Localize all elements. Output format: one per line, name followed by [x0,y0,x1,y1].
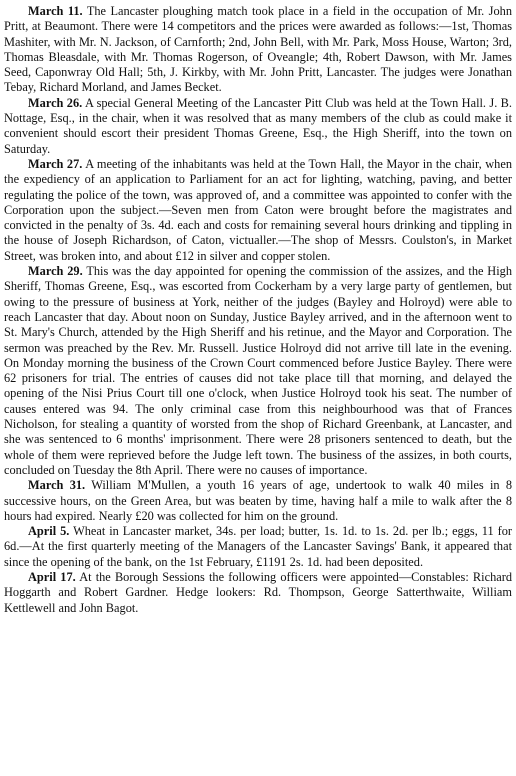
entry-text: This was the day appointed for opening the commission of the assizes, and the High Sheriff, Thomas Greene, Esq., was escorted from Cockerham by a very large party of gentlemen, but owing to the pressure of business at York, neither of the judges (Bayley and Holroyd) were able to reach Lancaster that day. About noon on Sunday, Justice Bayley arrived, and in the afternoon went to St. Mary's Church, attended by the High Sheriff and his retinue, and the Mayor and Corporation. The sermon was preached by the Rev. Mr. Russell. Justice Holroyd did not arrive till late in the evening. On Monday morning the business of the Crown Court commenced before Justice Bayley. There were 62 prisoners for trial. The entries of causes did not take place till that morning, and delayed the opening of the Nisi Prius Court till one o'clock, when Justice Holroyd took his seat. The number of causes entered was 94. The only criminal case from this neighbourhood was that of Frances Nicholson, for stealing a quantity of worsted from the shop of Richard Greenbank, at Lancaster, and she was sentenced to 6 months' imprisonment. There were 28 prisoners sentenced to death, but the whole of them were reprieved before the Judge left town. The business of the assizes, in both courts, concluded on Tuesday the 8th April. There were no causes of importance. [4,264,512,477]
entry-march-29 [4,264,512,478]
entry-april-17 [4,570,512,616]
entry-date: March 31. [28,478,86,493]
entry-text: A special General Meeting of the Lancaster Pitt Club was held at the Town Hall. J. B. Nottage, Esq., in the chair, when it was resolved that as many members of the club as could make it convenient should escort their president Thomas Greene, Esq., the High Sheriff, into the town on Saturday. [4,95,512,156]
entry-date: March 11. [28,4,83,18]
entry-april-5 [4,524,512,570]
entry-date: March 26. [28,95,83,110]
entry-date: April 5. [28,524,70,539]
entry-text: Wheat in Lancaster market, 34s. per load; butter, 1s. 1d. to 1s. 2d. per lb.; eggs, 11 for 6d.—At the first quarterly meeting of the Managers of the Lancaster Savings' Bank, it appeared that since the opening of the bank, on the 1st February, £1191 2s. 1d. had been deposited. [4,524,512,569]
entry-march-31 [4,478,512,524]
entry-march-26 [4,96,512,157]
entry-date: March 27. [28,156,83,171]
entry-date: March 29. [28,264,83,279]
entry-text: The Lancaster ploughing match took place in a field in the occupation of Mr. John Pritt, at Beaumont. There were 14 competitors and the prices were awarded as follows:—1st, Thomas Mashiter, with Mr. N. Jackson, of Carnforth; 2nd, John Bell, with Mr. Park, Moss House, Warton; 3rd, Thomas Bleasdale, with Mr. Thomas Rogerson, of Oveangle; 4th, Robert Dawson, with Mr. James Seed, Caponwray Old Hall; 5th, J. Kirkby, with Mr. John Pritt, Lancaster. The judges were Jonathan Tebay, Richard Morland, and James Becket. [4,4,512,95]
entry-march-27 [4,157,512,264]
entry-date: April 17. [28,569,76,584]
entry-text: A meeting of the inhabitants was held at the Town Hall, the Mayor in the chair, when the expediency of an application to Parliament for an act for lighting, watching, paving, and better regulating the police of the town, was approved of, and a committee was appointed to confer with the Corporation upon the subject.—Seven men from Caton were brought before the magistrates and convicted in the penalty of 3s. 4d. each and costs for remaining several hours drinking and tippling in the house of Joseph Richardson, of Caton, victualler.—The shop of Messrs. Coulston's, in Market Street, was broken into, and about £12 in silver and copper stolen. [4,156,512,263]
entry-text: William M'Mullen, a youth 16 years of age, undertook to walk 40 miles in 8 successive hours, on the Green Area, but was beaten by time, having half a mile to walk after the 8 hours had expired. Nearly £20 was collected for him on the ground. [4,478,512,523]
entry-text: At the Borough Sessions the following officers were appointed—Constables: Richard Hoggarth and Robert Gardner. Hedge lookers: Rd. Thompson, George Satterthwaite, William Kettlewell and John Bagot. [4,569,513,615]
chronicle-page [4,4,512,616]
entry-march-11 [4,4,512,96]
